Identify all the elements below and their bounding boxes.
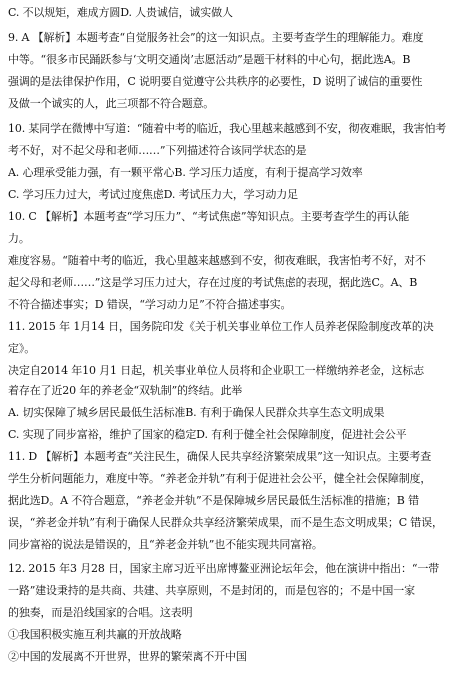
answer-analysis-line: 据此选D。A 不符合题意，“养老金并轨”不是保障城乡居民最低生活标准的措施；B 错 — [8, 494, 419, 507]
statement-line: ①我国积极实施互利共赢的开放战略 — [8, 628, 182, 641]
question-line: 考不好，对不起父母和老师……”下列描述符合该同学状态的是 — [8, 144, 307, 157]
answer-analysis-line: 不符合描述事实；D 错误，“学习动力足”不符合描述事实。 — [8, 298, 292, 311]
answer-analysis-line: 10. C 【解析】本题考查“学习压力”、“考试焦虑”等知识点。主要考查学生的再认能 — [8, 210, 410, 223]
question-line: 11. 2015 年 1月14 日，国务院印发《关于机关事业单位工作人员养老保险制度改革的决 — [8, 320, 434, 333]
answer-analysis-line: 力。 — [8, 232, 30, 245]
answer-analysis-line: 误，“养老金并轨”有利于确保人民群众共享经济繁荣成果，而不是生态文明成果；C 错误， — [8, 516, 443, 529]
option-line: C. 学习压力过大，考试过度焦虑D. 考试压力大，学习动力足 — [8, 188, 298, 201]
answer-analysis-line: 11. D 【解析】本题考查“关注民生，确保人民共享经济繁荣成果”这一知识点。主要考查 — [8, 450, 432, 463]
question-line: 决定自2014 年10 月1 日起，机关事业单位人员将和企业职工一样缴纳养老金，这标志 — [8, 364, 425, 377]
option-line: A. 切实保障了城乡居民最低生活标准B. 有利于确保人民群众共享生态文明成果 — [8, 406, 385, 419]
option-line: A. 心理承受能力强，有一颗平常心B. 学习压力适度，有利于提高学习效率 — [8, 166, 363, 179]
question-line: 定》。 — [8, 342, 36, 355]
statement-line: ②中国的发展离不开世界，世界的繁荣离不开中国 — [8, 650, 247, 663]
question-line: 着存在了近20 年的养老金“双轨制”的终结。此举 — [8, 384, 243, 397]
answer-analysis-line: 学生分析问题能力，难度中等。“养老金并轨”有利于促进社会公平，健全社会保障制度， — [8, 472, 432, 485]
option-line: C. 不以规矩，难成方圆D. 人贵诚信，诚实做人 — [8, 6, 233, 19]
answer-analysis-line: 起父母和老师……”这是学习压力过大，存在过度的考试焦虑的表现，据此选C。A、B — [8, 276, 418, 289]
answer-analysis-line: 难度容易。“随着中考的临近，我心里越来越感到不安，彻夜难眠，我害怕考不好，对不 — [8, 254, 426, 267]
question-line: 10. 某同学在微博中写道：“随着中考的临近，我心里越来越感到不安，彻夜难眠，我害怕考 — [8, 122, 447, 135]
answer-analysis-line: 同步富裕的说法是错误的，且“养老金并轨”也不能实现共同富裕。 — [8, 538, 323, 551]
question-line: 的独奏，而是沿线国家的合唱。这表明 — [8, 606, 193, 619]
answer-analysis-line: 中等。“很多市民踊跃参与‘文明交通岗’志愿活动”是题干材料的中心句，据此选A。B — [8, 53, 411, 66]
question-line: 一路”建设秉持的是共商、共建、共享原则，不是封闭的，而是包容的；不是中国一家 — [8, 584, 415, 597]
answer-analysis-line: 及做一个诚实的人，此三项都不符合题意。 — [8, 97, 215, 110]
option-line: C. 实现了同步富裕，维护了国家的稳定D. 有利于健全社会保障制度，促进社会公平 — [8, 428, 407, 441]
answer-analysis-line: 强调的是法律保护作用，C 说明要自觉遵守公共秩序的必要性，D 说明了诚信的重要性 — [8, 75, 423, 88]
question-line: 12. 2015 年3 月28 日，国家主席习近平出席博鳌亚洲论坛年会，他在演讲中指出：“一带 — [8, 562, 440, 575]
answer-analysis-line: 9. A 【解析】本题考查“自觉服务社会”的这一知识点。主要考查学生的理解能力。难度 — [8, 31, 424, 44]
